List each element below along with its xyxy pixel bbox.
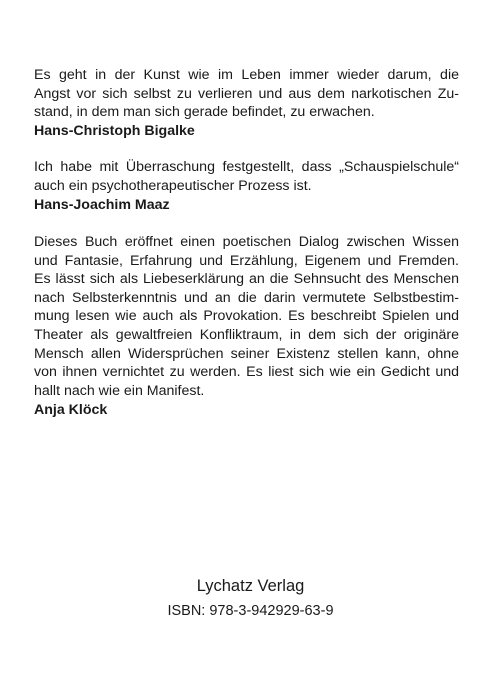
isbn-number: ISBN: 978-3-942929-63-9 bbox=[167, 603, 334, 619]
quote-line: mung lesen wie auch als Provokation. Es beschreibt Spielen und bbox=[34, 308, 459, 325]
quote-author-1: Hans-Christoph Bigalke bbox=[34, 123, 195, 139]
quote-line: nach Selbsterkenntnis und an die darin vermutete Selbstbestim- bbox=[34, 289, 459, 306]
quote-line: Dieses Buch eröffnet einen poetischen Dialog zwischen Wissen bbox=[34, 234, 459, 250]
quote-text-3 bbox=[34, 233, 459, 400]
quote-line: hallt nach wie ein Manifest. bbox=[34, 382, 205, 399]
quote-text-1 bbox=[34, 66, 459, 122]
quote-author-2: Hans-Joachim Maaz bbox=[34, 197, 170, 213]
quote-line: stand, in dem man sich gerade befindet, zu erwachen. bbox=[34, 104, 375, 121]
quote-line: auch ein psychotherapeutischer Prozess ist. bbox=[34, 177, 312, 194]
quote-line: Ich habe mit Überraschung festgestellt, dass „Schauspielschule“ bbox=[34, 159, 459, 175]
quote-line: Es lässt sich als Liebeserklärung an die Sehnsucht des Menschen bbox=[34, 271, 459, 288]
publisher-name: Lychatz Verlag bbox=[196, 577, 305, 595]
quote-author-3: Anja Klöck bbox=[34, 402, 108, 418]
quote-line: Es geht in der Kunst wie im Leben immer wieder darum, die bbox=[34, 67, 459, 83]
quote-line: Theater als gewaltfreien Konfliktraum, in dem sich der originäre bbox=[34, 326, 459, 343]
quote-line: Angst vor sich selbst zu verlieren und aus dem narkotischen Zu- bbox=[34, 85, 459, 102]
quote-line: und Fantasie, Erfahrung und Erzählung, Eigenem und Fremden. bbox=[34, 252, 459, 269]
quote-line: Mensch allen Widersprüchen seiner Existenz stellen kann, ohne bbox=[34, 345, 459, 362]
quote-text-2 bbox=[34, 158, 459, 195]
quote-line: von ihnen vernichtet zu werden. Es liest sich wie ein Gedicht und bbox=[34, 364, 459, 381]
